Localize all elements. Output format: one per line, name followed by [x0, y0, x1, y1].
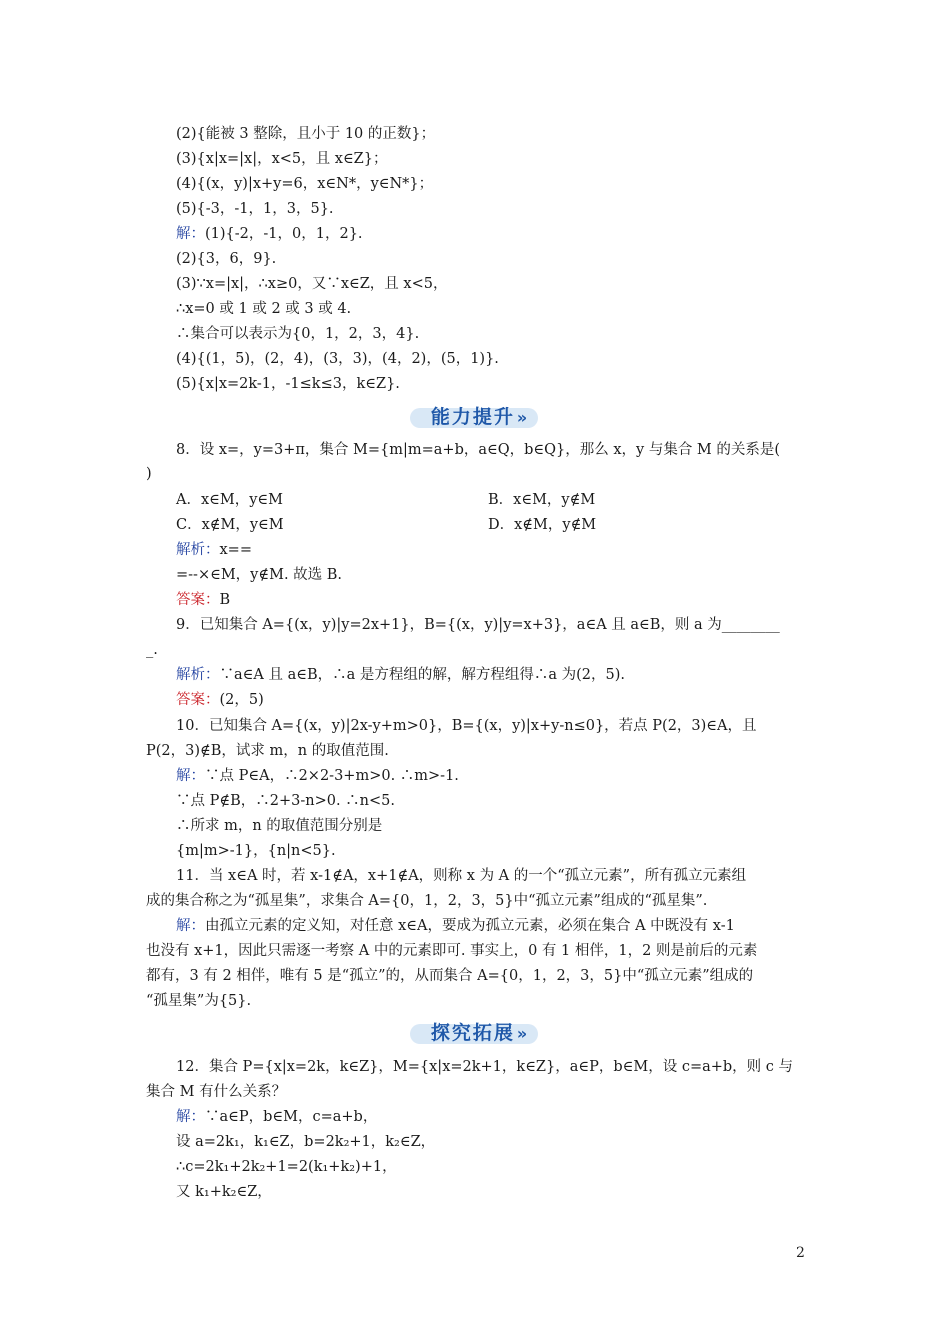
question-9-analysis: 解析：∵a∈A 且 a∈B，∴a 是方程组的解，解方程组得∴a 为(2，5).: [176, 667, 625, 683]
text-line: ∴所求 m，n 的取值范围分别是: [176, 818, 383, 834]
option-d: D．x∉M，y∉M: [488, 517, 597, 533]
text-line: 也没有 x+1，因此只需逐一考察 A 中的元素即可. 事实上，0 有 1 相伴，1，2 则是前后的元素: [146, 943, 758, 959]
text-line: ∴集合可以表示为{0，1，2，3，4}.: [176, 326, 420, 342]
question-12-solution: 解：∵a∈P，b∈M，c=a+b，: [176, 1109, 378, 1125]
question-8-analysis: 解析：x==: [176, 542, 252, 558]
analysis-label: 解析：: [176, 667, 220, 683]
question-10-solution: 解：∵点 P∈A，∴2×2-3+m>0. ∴m>-1.: [176, 768, 459, 784]
solution-label: 解：: [176, 1109, 205, 1125]
text-line: {m|m>-1}，{n|n<5}.: [176, 843, 336, 859]
question-8-analysis-cont: =--×∈M，y∉M. 故选 B.: [176, 567, 343, 583]
question-8-stem-close: ): [146, 466, 152, 482]
solution-label: 解：: [176, 226, 205, 242]
text-line: (5){-3，-1，1，3，5}.: [176, 201, 334, 217]
section-heading-text: 探究拓展: [430, 1022, 515, 1044]
analysis-label: 解析：: [176, 542, 220, 558]
double-chevron-icon: »: [516, 1024, 530, 1043]
question-9-stem: 9．已知集合 A={(x，y)|y=2x+1}，B={(x，y)|y=x+3}，a∈A 且 a∈B，则 a 为________: [176, 617, 780, 633]
question-11-stem: 11．当 x∈A 时，若 x-1∉A，x+1∉A，则称 x 为 A 的一个“孤立元素”，所有孤立元素组: [176, 868, 747, 884]
page-number: 2: [796, 1245, 805, 1261]
text-line: (2){能被 3 整除，且小于 10 的正数}；: [176, 126, 436, 142]
question-8-options-row-1: [176, 490, 776, 510]
double-chevron-icon: »: [516, 408, 530, 427]
section-heading-text: 能力提升: [430, 406, 515, 428]
section-heading-explore: [410, 1018, 550, 1048]
question-8-options-row-2: [176, 515, 776, 535]
solution-label: 解：: [176, 768, 205, 784]
text-line: (3){x|x=|x|，x<5，且 x∈Z}；: [176, 151, 388, 167]
option-a: A．x∈M，y∈M: [176, 492, 284, 508]
text-line: (4){(1，5)，(2，4)，(3，3)，(4，2)，(5，1)}.: [176, 351, 499, 367]
option-c: C．x∉M，y∈M: [176, 517, 284, 533]
text-line: (4){(x，y)|x+y=6，x∈N*，y∈N*}；: [176, 176, 434, 192]
question-11-stem-cont: 成的集合称之为“孤星集”，求集合 A={0，1，2，3，5}中“孤立元素”组成的“孤星集”.: [146, 893, 708, 909]
option-b: B．x∈M，y∉M: [488, 492, 596, 508]
question-9-answer: 答案：(2，5): [176, 692, 264, 708]
answer-label: 答案：: [176, 592, 220, 608]
text-line: “孤星集”为{5}.: [146, 993, 252, 1009]
text-line: ∵点 P∉B，∴2+3-n>0. ∴n<5.: [176, 793, 396, 809]
solution-text: (1){-2，-1，0，1，2}.: [205, 226, 363, 242]
solution-label: 解：: [176, 918, 205, 934]
answer-label: 答案：: [176, 692, 220, 708]
section-heading-ability: [410, 402, 550, 432]
solution-line: [176, 224, 363, 244]
question-11-solution: 解：由孤立元素的定义知，对任意 x∈A，要成为孤立元素，必须在集合 A 中既没有 x-1: [176, 918, 735, 934]
text-line: ∴x=0 或 1 或 2 或 3 或 4.: [176, 301, 352, 317]
question-8-stem: 8．设 x=，y=3+π，集合 M={m|m=a+b，a∈Q，b∈Q}，那么 x，y 与集合 M 的关系是(: [176, 442, 781, 458]
text-line: ∴c=2k₁+2k₂+1=2(k₁+k₂)+1，: [176, 1159, 397, 1175]
question-8-answer: 答案：B: [176, 592, 231, 608]
text-line: 又 k₁+k₂∈Z，: [176, 1184, 272, 1200]
text-line: (2){3，6，9}.: [176, 251, 277, 267]
question-12-stem: 12．集合 P={x|x=2k，k∈Z}，M={x|x=2k+1，k∈Z}，a∈P，b∈M，设 c=a+b，则 c 与: [176, 1059, 794, 1075]
text-line: 设 a=2k₁，k₁∈Z，b=2k₂+1，k₂∈Z，: [176, 1134, 436, 1150]
text-line: 都有，3 有 2 相伴，唯有 5 是“孤立”的，从而集合 A={0，1，2，3，5}中“孤立元素”组成的: [146, 968, 754, 984]
question-10-stem-cont: P(2，3)∉B，试求 m，n 的取值范围.: [146, 743, 389, 759]
question-12-stem-cont: 集合 M 有什么关系？: [146, 1084, 287, 1100]
text-line: (5){x|x=2k-1，-1≤k≤3，k∈Z}.: [176, 376, 400, 392]
question-10-stem: 10．已知集合 A={(x，y)|2x-y+m>0}，B={(x，y)|x+y-n≤0}，若点 P(2，3)∈A，且: [176, 718, 757, 734]
text-line: (3)∵x=|x|，∴x≥0，又∵x∈Z，且 x<5，: [176, 276, 448, 292]
question-9-stem-cont: _.: [146, 642, 158, 658]
